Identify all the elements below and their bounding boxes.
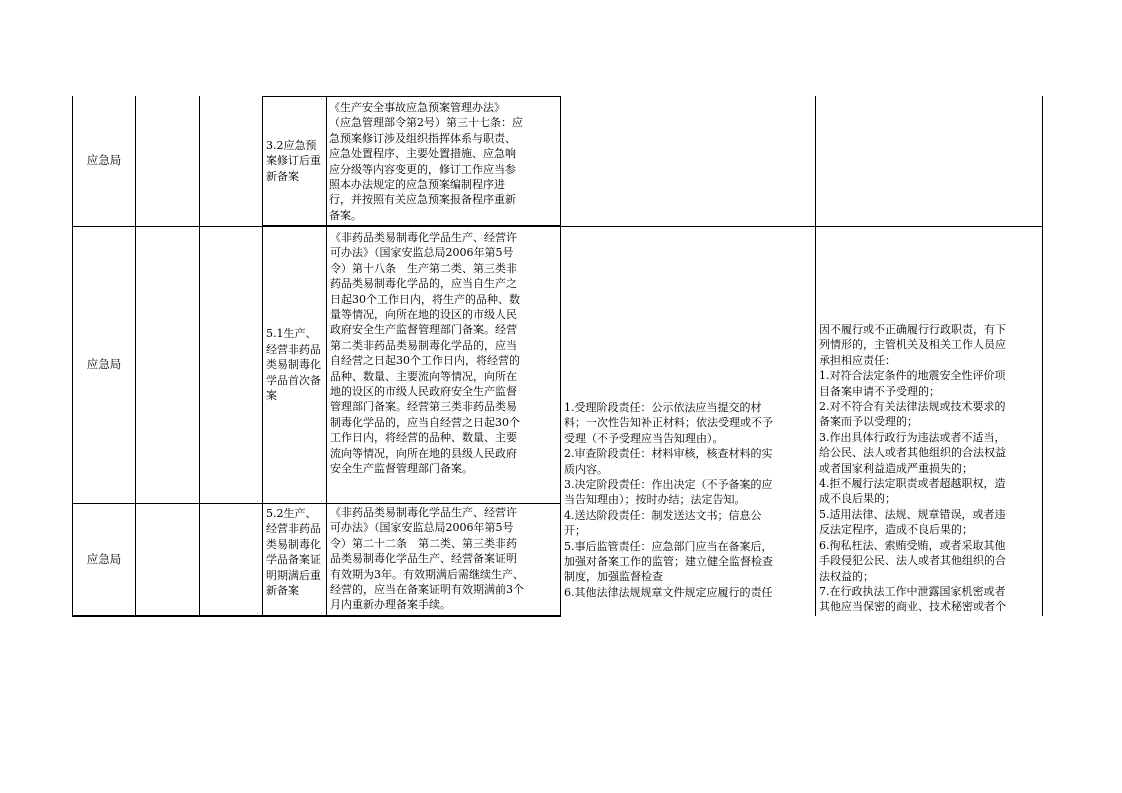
basis-line: 令）第十八条 生产第二类、第三类非 [330, 261, 517, 275]
grid-line [135, 96, 136, 616]
accountability-line: 目备案申请不予受理的； [819, 384, 940, 398]
basis-line: 令）第二十二条 第二类、第三类非药 [330, 536, 517, 550]
basis-line: 药品类易制毒化学品的，应当自生产之 [330, 277, 517, 291]
legal-basis-cell [326, 503, 561, 616]
accountability-line: 或者国家利益造成严重损失的； [819, 461, 973, 475]
department-label: 应急局 [86, 357, 122, 372]
responsibility-cell [561, 400, 815, 615]
responsibility-line: 1.受理阶段责任：公示依法应当提交的材 [564, 401, 762, 414]
basis-line: 《非药品类易制毒化学品生产、经营许 [330, 231, 517, 244]
basis-line: 有效期为3年。有效期满后需继续生产、 [330, 567, 524, 581]
basis-line: 安全生产监督管理部门备案。 [330, 462, 473, 476]
item-name: 5.2生产、经营非药品类易制毒化学品备案证明期满后重新备案 [266, 507, 321, 598]
accountability-line: 手段侵犯公民、法人或者其他组织的合 [819, 554, 1006, 568]
basis-line: 急预案修订涉及组织指挥体系与职责、 [329, 131, 516, 145]
item-name-cell [263, 227, 326, 503]
basis-line: 可办法》（国家安监总局2006年第5号 [330, 521, 514, 535]
accountability-line: 4.拒不履行法定职责或者超越职权，造 [819, 477, 1006, 491]
basis-line: 政府安全生产监督管理部门备案。经营 [330, 323, 517, 337]
accountability-line: 3.作出具体行政行为违法或者不适当， [819, 430, 1006, 444]
basis-line: 《生产安全事故应急预案管理办法》 [329, 101, 505, 114]
accountability-line: 给公民、法人或者其他组织的合法权益 [819, 446, 1006, 460]
basis-line: 照本办法规定的应急预案编制程序进 [329, 178, 505, 192]
basis-line: 地的设区的市级人民政府安全生产监督 [330, 385, 517, 399]
basis-line: 日起30个工作日内，将生产的品种、数 [330, 292, 520, 306]
basis-line: 流向等情况，向所在地的县级人民政府 [330, 446, 517, 460]
responsibility-line: 受理（不予受理应当告知理由）。 [564, 431, 724, 445]
basis-line: 备案。 [329, 208, 362, 222]
responsibility-line: 4.送达阶段责任：制发送达文书；信息公 [564, 508, 762, 522]
department-cell [73, 96, 135, 226]
item-name-cell [262, 503, 327, 616]
responsibility-line: 料；一次性告知补正材料；依法受理或不予 [564, 416, 773, 430]
department-cell [73, 504, 135, 615]
basis-line: 《非药品类易制毒化学品生产、经营许 [330, 506, 517, 519]
basis-line: 月内重新办理备案手续。 [330, 598, 451, 612]
accountability-line: 1.对符合法定条件的地震安全性评价项 [819, 369, 1006, 383]
accountability-line: 6.徇私枉法、索贿受贿，或者采取其他 [819, 538, 1006, 552]
item-name: 3.2应急预案修订后重新备案 [266, 138, 321, 183]
grid-line [1042, 96, 1043, 616]
basis-line: 品种、数量、主要流向等情况，向所在 [330, 369, 517, 383]
basis-line: 制毒化学品的，应当自经营之日起30个 [330, 415, 520, 429]
accountability-line: 其他应当保密的商业、技术秘密或者个 [819, 600, 1006, 614]
basis-line: 量等情况，向所在地的设区的市级人民 [330, 308, 517, 322]
legal-basis-cell [262, 96, 561, 226]
responsibility-line: 制度，加强监督检查 [564, 570, 663, 584]
department-cell [73, 227, 135, 503]
basis-line: （应急管理部令第2号）第三十七条：应 [329, 116, 523, 130]
item-name: 5.1生产、经营非药品类易制毒化学品首次备案 [266, 327, 321, 403]
accountability-line: 5.适用法律、法规、规章错误，或者违 [819, 507, 1006, 521]
accountability-line: 成不良后果的； [819, 492, 896, 506]
basis-line: 自经营之日起30个工作日内，将经营的 [330, 354, 520, 368]
accountability-line: 因不履行或不正确履行行政职责，有下 [819, 323, 1006, 336]
responsibility-line: 开； [564, 524, 586, 538]
basis-line: 品类易制毒化学品生产、经营备案证明 [330, 552, 517, 566]
basis-line: 可办法》（国家安监总局2006年第5号 [330, 246, 514, 260]
legal-basis-cell [327, 230, 560, 502]
responsibility-line: 质内容。 [564, 462, 608, 476]
accountability-line: 承担相应责任： [819, 353, 896, 367]
accountability-line: 列情形的，主管机关及相关工作人员应 [819, 338, 1006, 352]
accountability-cell [816, 322, 1042, 616]
basis-line: 第二类非药品类易制毒化学品的，应当 [330, 338, 517, 352]
accountability-line: 法权益的； [819, 569, 874, 583]
grid-line [199, 96, 200, 616]
basis-line: 经营的，应当在备案证明有效期满前3个 [330, 583, 524, 597]
responsibility-line: 当告知理由）；按时办结；法定告知。 [564, 493, 746, 507]
department-label: 应急局 [86, 551, 122, 566]
accountability-line: 2.对不符合有关法律法规或技术要求的 [819, 400, 1006, 414]
basis-line: 管理部门备案。经营第三类非药品类易 [330, 400, 517, 414]
basis-line: 行，并按照有关应急预案报备程序重新 [329, 193, 516, 207]
grid-line [72, 226, 1043, 227]
responsibility-line: 3.决定阶段责任：作出决定（不予备案的应 [564, 478, 773, 492]
responsibility-line: 加强对备案工作的监管；建立健全监督检查 [564, 555, 773, 569]
basis-line: 应分级等内容变更的，修订工作应当参 [329, 162, 516, 176]
accountability-line: 7.在行政执法工作中泄露国家机密或者 [819, 584, 1006, 598]
responsibility-line: 6.其他法律法规规章文件规定应履行的责任 [564, 585, 773, 599]
basis-line: 工作日内，将经营的品种、数量、主要 [330, 431, 517, 445]
responsibility-line: 5.事后监管责任：应急部门应当在备案后， [564, 539, 773, 553]
department-label: 应急局 [86, 153, 122, 168]
responsibility-line: 2.审查阶段责任：材料审核，核查材料的实 [564, 447, 773, 461]
accountability-line: 反法定程序，造成不良后果的； [819, 523, 973, 537]
accountability-line: 备案而予以受理的； [819, 415, 918, 429]
basis-line: 应急处置程序、主要处置措施、应急响 [329, 147, 516, 161]
